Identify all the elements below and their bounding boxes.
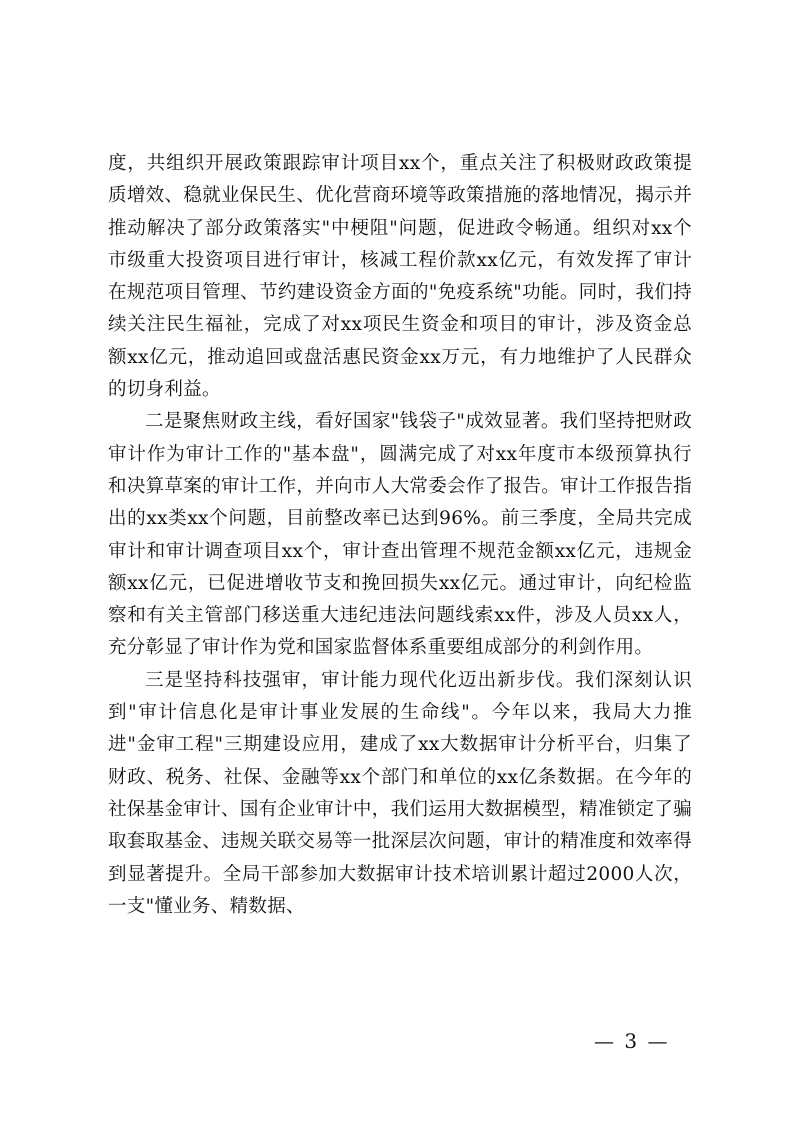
paragraph-fiscal-audit: 二是聚焦财政主线，看好国家"钱袋子"成效显著。我们坚持把财政审计作为审计工作的"基本盘"，圆满完成了对xx年度市本级预算执行和决算草案的审计工作，并向市人大常委会作了报告。审计工作报告指出的xx类xx个问题，目前整改率已达到96%。前三季度，全局共完成审计和审计调查项目xx个，审计查出管理不规范金额xx亿元，违规金额xx亿元，已促进增收节支和挽回损失xx亿元。通过审计，向纪检监察和有关主管部门移送重大违纪违法问题线索xx件，涉及人员xx人，充分彰显了审计作为党和国家监督体系重要组成部分的利剑作用。: [108, 411, 692, 659]
page-number: — 3 —: [594, 1029, 670, 1053]
body-text: [108, 148, 692, 923]
paragraph-continuation: 度，共组织开展政策跟踪审计项目xx个，重点关注了积极财政政策提质增效、稳就业保民生、优化营商环境等政策措施的落地情况，揭示并推动解决了部分政策落实"中梗阻"问题，促进政令畅通。组织对xx个市级重大投资项目进行审计，核减工程价款xx亿元，有效发挥了审计在规范项目管理、节约建设资金方面的"免疫系统"功能。同时，我们持续关注民生福祉，完成了对xx项民生资金和项目的审计，涉及资金总额xx亿元，推动追回或盘活惠民资金xx万元，有力地维护了人民群众的切身利益。: [108, 153, 692, 401]
paragraph-tech-audit: 三是坚持科技强审，审计能力现代化迈出新步伐。我们深刻认识到"审计信息化是审计事业发展的生命线"。今年以来，我局大力推进"金审工程"三期建设应用，建成了xx大数据审计分析平台，归集了财政、税务、社保、金融等xx个部门和单位的xx亿条数据。在今年的社保基金审计、国有企业审计中，我们运用大数据模型，精准锁定了骗取套取基金、违规关联交易等一批深层次问题，审计的精准度和效率得到显著提升。全局干部参加大数据审计技术培训累计超过2000人次，一支"懂业务、精数据、: [108, 669, 692, 917]
